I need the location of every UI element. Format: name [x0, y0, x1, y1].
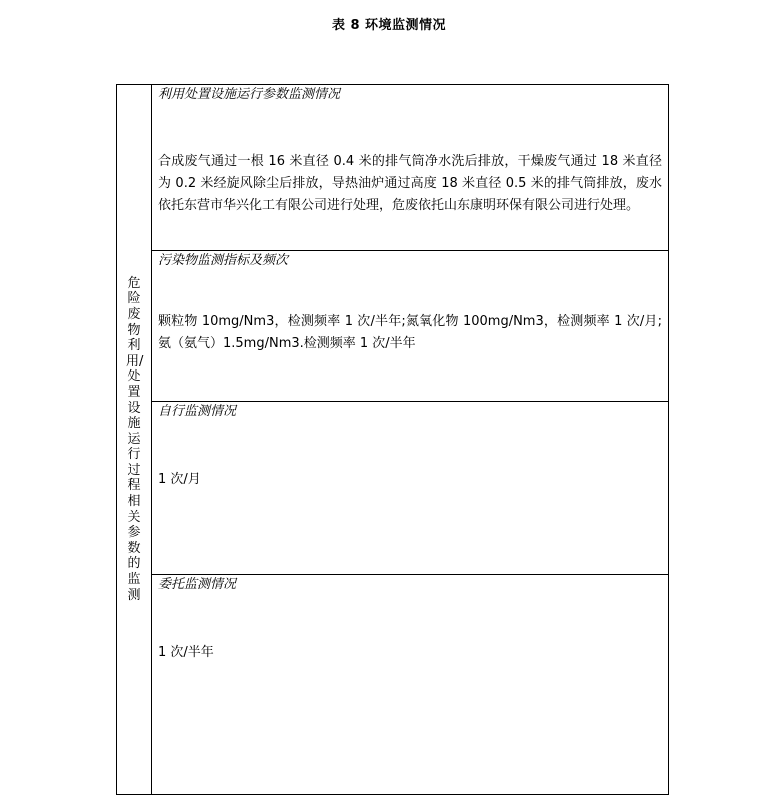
monitoring-table — [116, 84, 669, 795]
side-label: 危险废物利用/处置设施运行过程相关参数的监测 — [126, 275, 144, 603]
section-body: 1 次/月 — [158, 472, 201, 487]
section-body: 颗粒物 10mg/Nm3，检测频率 1 次/半年;氮氧化物 100mg/Nm3，检测频率 1 次/月;氨（氨气）1.5mg/Nm3.检测频率 1 次/半年 — [158, 314, 662, 351]
section-heading: 利用处置设施运行参数监测情况 — [158, 87, 341, 102]
side-label-cell — [117, 85, 152, 794]
section-heading: 污染物监测指标及频次 — [158, 253, 289, 268]
section-commissioned-monitoring — [152, 575, 668, 794]
section-body: 1 次/半年 — [158, 645, 214, 660]
section-body: 合成废气通过一根 16 米直径 0.4 米的排气筒净水洗后排放，干燥废气通过 18 米直径为 0.2 米经旋风除尘后排放，导热油炉通过高度 18 米直径 0.5 米的排气筒排放，废水依托东营市华兴化工有限公司进行处理，危废依托山东康明环保有限公司进行处理。 — [158, 154, 662, 213]
sections-column — [152, 85, 668, 794]
section-heading: 委托监测情况 — [158, 577, 237, 592]
section-facility-parameters — [152, 85, 668, 251]
page-title: 表 8 环境监测情况 — [331, 18, 447, 33]
section-pollutant-indicators — [152, 251, 668, 402]
section-heading: 自行监测情况 — [158, 404, 237, 419]
section-self-monitoring — [152, 402, 668, 575]
